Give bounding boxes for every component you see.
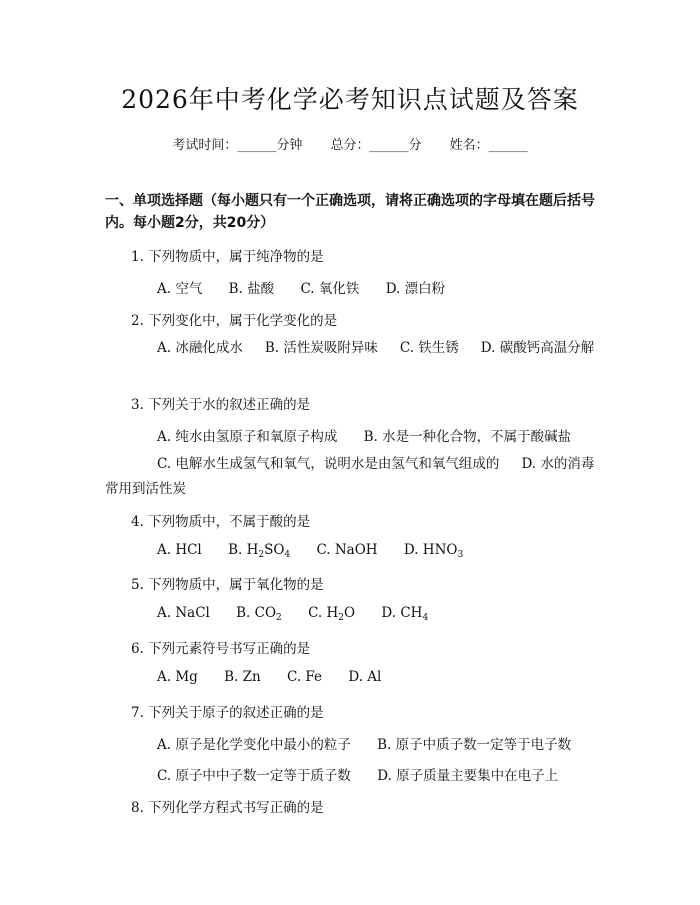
section-heading: 一、单项选择题（每小题只有一个正确选项，请将正确选项的字母填在题后括号内。每小题2分，共20分） — [105, 193, 595, 231]
question-options — [157, 542, 485, 560]
option-b: B. 盐酸 — [228, 281, 275, 297]
question-options — [157, 669, 403, 685]
option-c: C. Fe — [286, 669, 323, 685]
option-c: C. 铁生锈 — [399, 340, 459, 356]
total-score-label: 总分：______分 — [330, 138, 422, 153]
option-c: C. 氧化铁 — [300, 281, 360, 297]
option-c: C. 电解水生成氢气和氧气，说明水是由氢气和氧气组成的 — [157, 456, 500, 472]
question-stem: 1. 下列物质中，属于纯净物的是 — [131, 249, 324, 265]
option-c: C. $H_2O$ — [308, 605, 356, 623]
option-d: D. 原子质量主要集中在电子上 — [377, 768, 559, 784]
option-b: B. $CO_2$ — [236, 605, 282, 623]
question-options — [157, 764, 580, 784]
option-a: A. NaCl — [157, 605, 210, 621]
question-options — [105, 336, 605, 361]
option-d: D. $HNO_3$ — [403, 542, 464, 560]
option-a: A. 原子是化学变化中最小的粒子 — [157, 737, 351, 753]
question-stem: 6. 下列元素符号书写正确的是 — [131, 641, 311, 657]
option-b: B. 原子中质子数一定等于电子数 — [377, 737, 572, 753]
exam-info-line — [0, 134, 700, 153]
question-stem: 5. 下列物质中，属于氧化物的是 — [131, 577, 324, 593]
question-options — [157, 733, 593, 753]
option-b: B. 水是一种化合物，不属于酸碱盐 — [363, 429, 572, 445]
option-c: C. 原子中中子数一定等于质子数 — [157, 768, 351, 784]
option-a: A. 纯水由氢原子和氧原子构成 — [157, 429, 338, 445]
question-stem: 8. 下列化学方程式书写正确的是 — [131, 800, 324, 816]
option-b: B. Zn — [224, 669, 261, 685]
option-b: B. $H_2SO_4$ — [228, 542, 291, 560]
question-stem: 4. 下列物质中，不属于酸的是 — [131, 514, 311, 530]
question-stem: 7. 下列关于原子的叙述正确的是 — [131, 705, 324, 721]
option-a: A. Mg — [157, 669, 198, 685]
option-d: D. 漂白粉 — [385, 281, 446, 297]
question-options — [157, 605, 450, 623]
question-options — [157, 277, 467, 297]
option-d: D. $CH_4$ — [381, 605, 429, 623]
option-c: C. NaOH — [316, 542, 378, 558]
student-name-label: 姓名：______ — [449, 138, 528, 153]
option-a: A. 冰融化成水 — [157, 340, 243, 356]
option-a: A. HCl — [157, 542, 202, 558]
question-options — [105, 452, 605, 502]
question-options — [157, 425, 593, 445]
option-b: B. 活性炭吸附异味 — [264, 340, 378, 356]
page-title: 2026年中考化学必考知识点试题及答案 — [121, 85, 579, 114]
option-d: D. 碳酸钙高温分解 — [480, 340, 595, 356]
option-a: A. 空气 — [157, 281, 203, 297]
exam-time-label: 考试时间：______分钟 — [172, 138, 303, 153]
option-d: D. 水的消毒常用到活性炭 — [105, 456, 595, 497]
option-d: D. Al — [348, 669, 382, 685]
question-stem: 2. 下列变化中，属于化学变化的是 — [131, 313, 338, 329]
question-stem: 3. 下列关于水的叙述正确的是 — [131, 397, 311, 413]
